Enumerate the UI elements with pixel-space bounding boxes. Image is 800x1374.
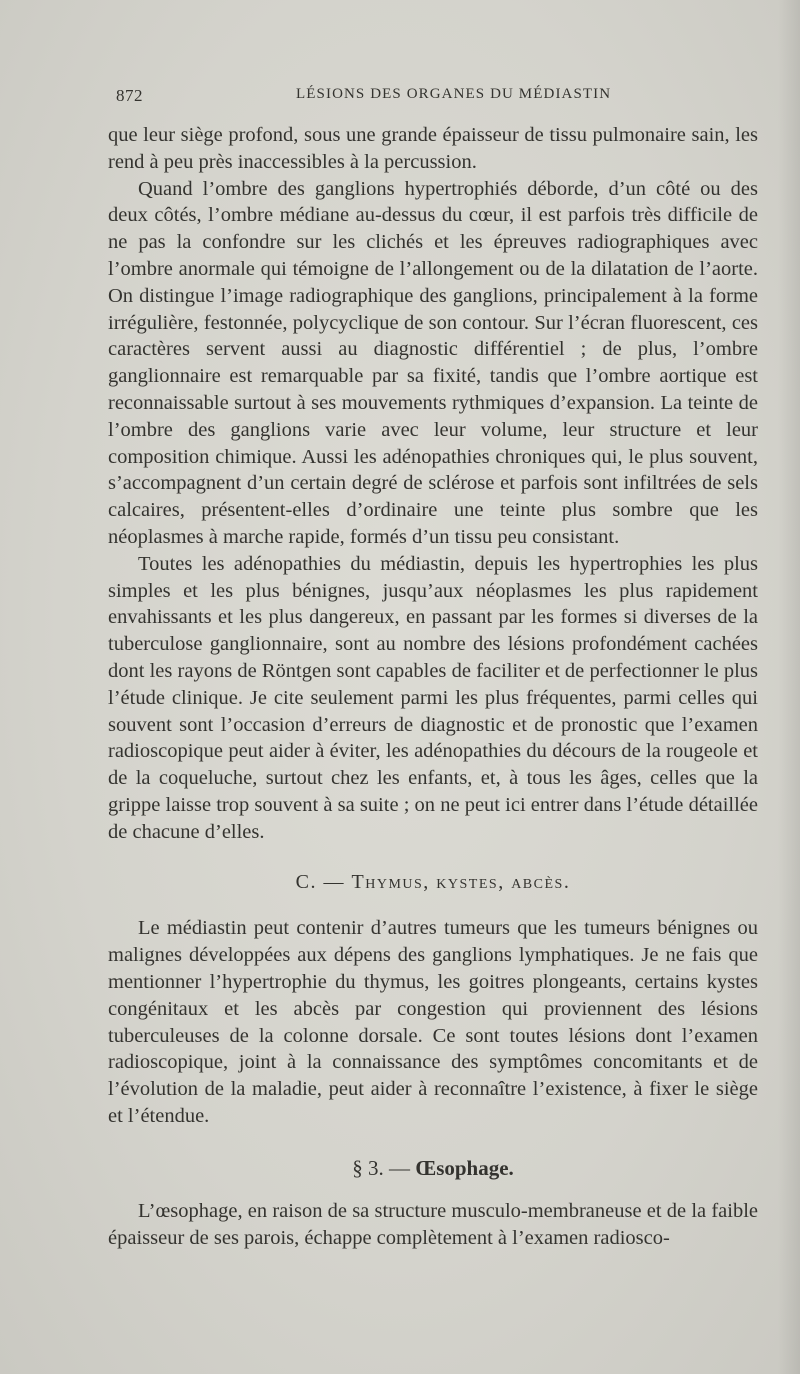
paragraph-oesophagus: L’œsophage, en raison de sa structure musculo-membraneuse et de la faible épaisseur de ses parois, échappe complètement à l’examen radiosco- bbox=[108, 1200, 758, 1250]
page-edge-shadow bbox=[778, 0, 800, 1374]
page-number: 872 bbox=[116, 86, 143, 105]
paragraph-ganglion-shadow: Quand l’ombre des ganglions hypertrophiés déborde, d’un côté ou des deux côtés, l’ombre médiane au-dessus du cœur, il est parfois très difficile de ne pas la confondre sur les clichés et les épreuves radiographiques avec l’ombre anormale qui témoigne de l’allongement ou de la dilatation de l’aorte. On distingue l’image radiographique des ganglions, principalement à la forme irrégulière, festonnée, polycyclique de son contour. Sur l’écran fluorescent, ces caractères servent aussi au diagnostic différentiel ; de plus, l’ombre ganglionnaire est remarquable par sa fixité, tandis que l’ombre aortique est reconnaissable surtout à ses mouvements rythmiques d’expansion. La teinte de l’ombre des ganglions varie avec leur volume, leur structure et leur composition chimique. Aussi les adénopathies chroniques qui, le plus souvent, s’accompagnent d’un certain degré de sclérose et parfois sont infiltrées de sels calcaires, présentent-elles d’ordinaire une teinte plus sombre que les néoplasmes à marche rapide, formés d’un tissu peu consistant. bbox=[108, 177, 758, 548]
paragraph-mediastinum-tumors: Le médiastin peut contenir d’autres tumeurs que les tumeurs bénignes ou malignes développées aux dépens des ganglions lymphatiques. Je ne fais que mentionner l’hypertrophie du thymus, les goitres plongeants, certains kystes congénitaux et les abcès par congestion qui proviennent des lésions tuberculeuses de la colonne dorsale. Ce sont toutes lésions dont l’examen radioscopique, joint à la connaissance des symptômes concomitants et de l’évolution de la maladie, peut aider à reconnaître l’existence, à fixer le siège et l’étendue. bbox=[108, 917, 758, 1127]
section-3-heading bbox=[108, 1155, 758, 1182]
page-header bbox=[116, 86, 752, 110]
running-title: LÉSIONS DES ORGANES DU MÉDIASTIN bbox=[296, 86, 612, 102]
body-text bbox=[108, 122, 758, 1252]
section-3-title: Œsophage. bbox=[415, 1155, 514, 1180]
section-c-prefix: C. — bbox=[295, 870, 352, 893]
paragraph-continuation: que leur siège profond, sous une grande épaisseur de tissu pulmonaire sain, les rend à peu près inaccessibles à la percussion. bbox=[108, 124, 758, 173]
section-c-title: Thymus, kystes, abcès. bbox=[351, 870, 571, 893]
section-c-heading bbox=[108, 869, 758, 896]
paragraph-adenopathies: Toutes les adénopathies du médiastin, depuis les hypertrophies les plus simples et les plus bénignes, jusqu’aux néoplasmes les plus rapidement envahissants et les plus dangereux, en passant par les formes si diverses de la tuberculose ganglionnaire, sont au nombre des lésions profondément cachées dont les rayons de Röntgen sont capables de faciliter et de perfectionner le plus l’étude clinique. Je cite seulement parmi les plus fréquentes, parmi celles qui souvent sont l’occasion d’erreurs de diagnostic et de pronostic que l’examen radioscopique peut aider à éviter, les adénopathies du décours de la rougeole et de la coqueluche, surtout chez les enfants, et, à tous les âges, celles que la grippe laisse trop souvent à sa suite ; on ne peut ici entrer dans l’étude détaillée de chacune d’elles. bbox=[108, 552, 758, 843]
section-3-number: § 3. — bbox=[352, 1155, 416, 1180]
